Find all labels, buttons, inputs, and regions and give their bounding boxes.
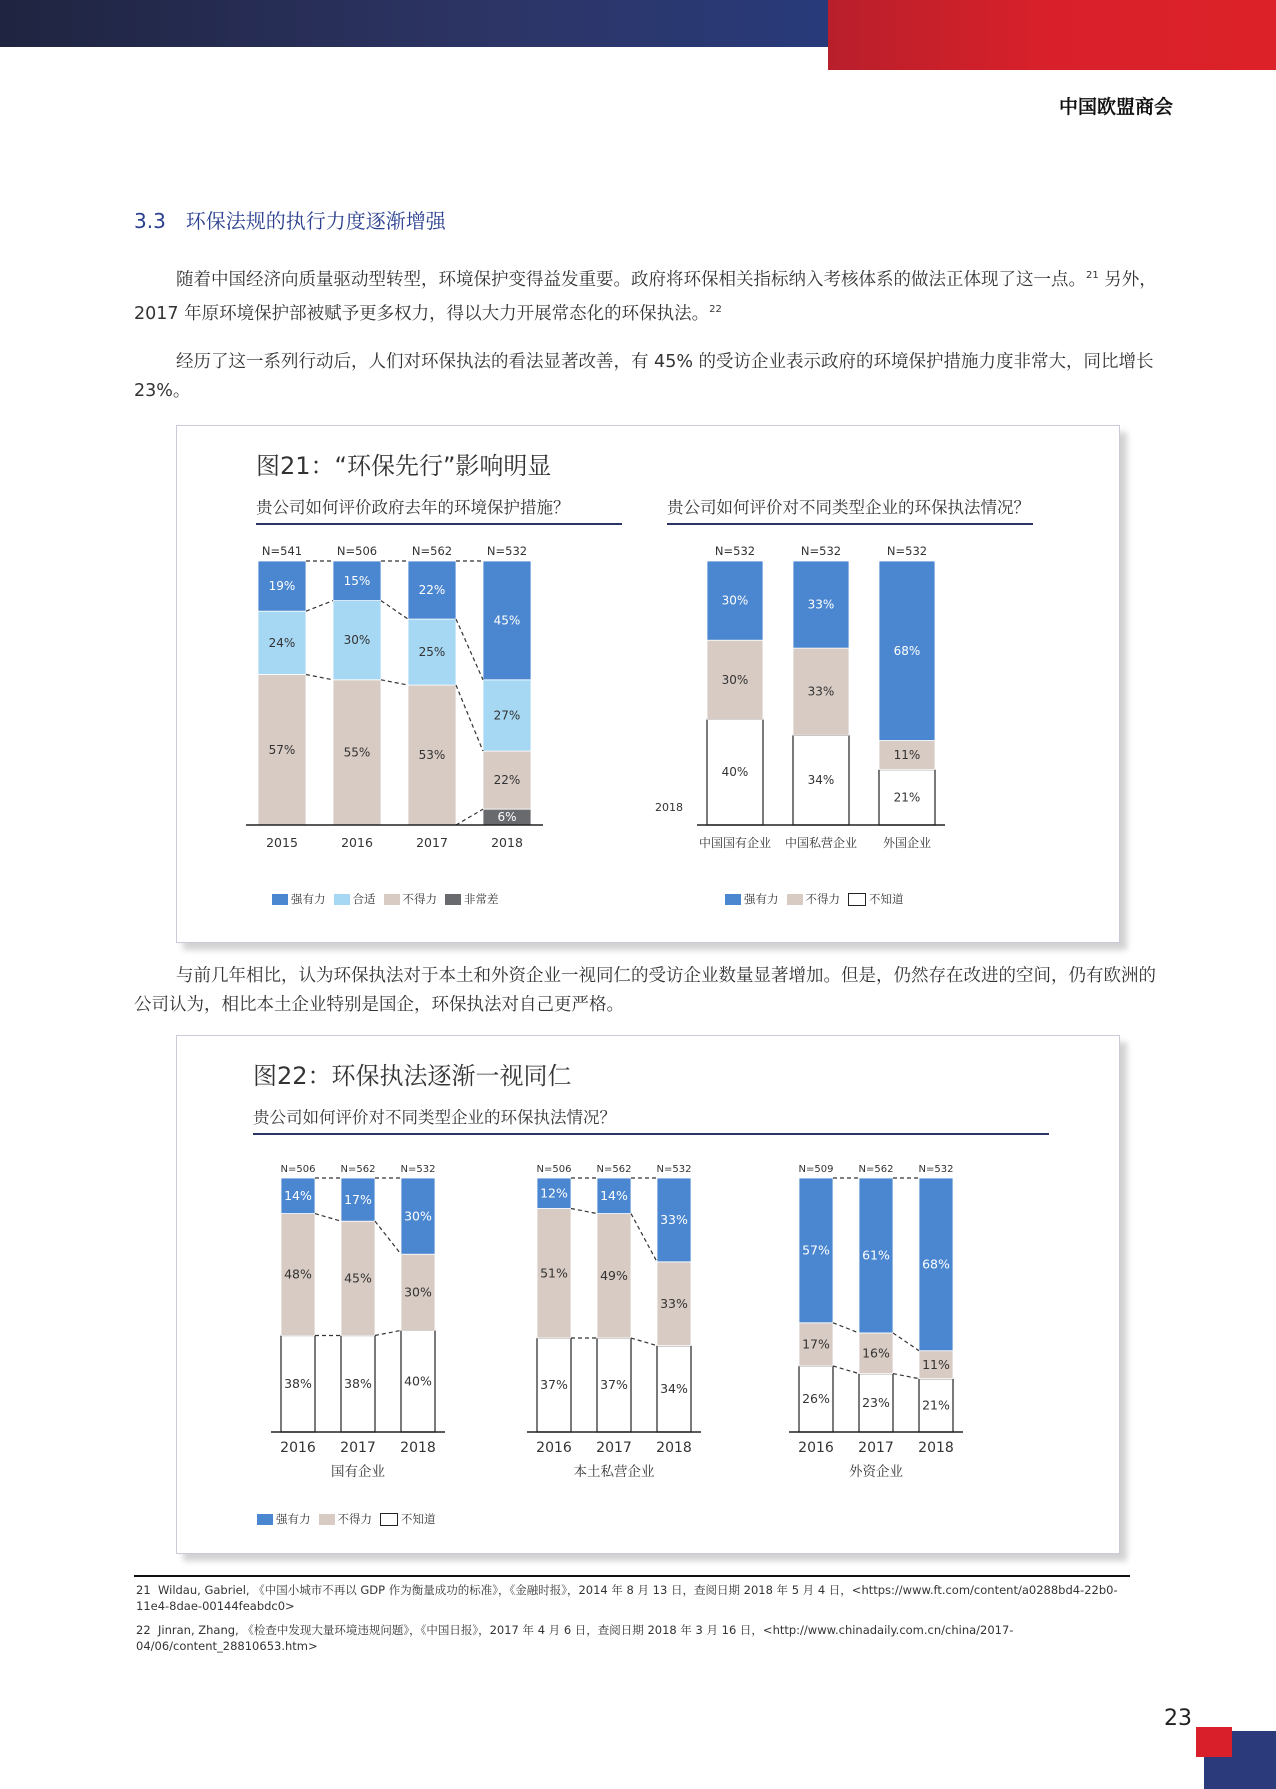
data-label-fig21-left: 57% <box>268 742 296 757</box>
legend-swatch <box>319 1514 335 1525</box>
legend-item-不知道 <box>380 1511 436 1527</box>
connector-fig22-soe <box>375 1221 401 1254</box>
data-label-fig22-foreign: 61% <box>862 1247 890 1263</box>
figure-21-right-subtitle: 贵公司如何评价对不同类型企业的环保执法情况？ <box>667 494 1033 525</box>
chart-fig22 <box>177 1036 1117 1536</box>
figure-22-subtitle: 贵公司如何评价对不同类型企业的环保执法情况？ <box>253 1104 1049 1135</box>
legend-swatch <box>384 894 400 905</box>
data-label-fig21-left: 53% <box>418 748 446 763</box>
connector-fig21-left <box>306 675 333 680</box>
data-label-fig22-private: 33% <box>660 1295 688 1311</box>
data-label-fig22-foreign: 23% <box>862 1394 890 1410</box>
category-label-fig22-foreign: 2017 <box>858 1440 894 1456</box>
year-label-2018: 2018 <box>655 801 683 814</box>
legend-swatch <box>334 894 350 905</box>
data-label-fig21-right: 30% <box>721 672 749 687</box>
figure-22-title: 图22：环保执法逐渐一视同仁 <box>253 1062 572 1090</box>
paragraph-1-text-a: 随着中国经济向质量驱动型转型，环境保护变得益发重要。政府将环保相关指标纳入考核体系的做法正体现了这一点。 <box>176 269 1086 290</box>
figure-21-left-subtitle: 贵公司如何评价政府去年的环境保护措施？ <box>256 494 622 525</box>
data-label-fig21-left: 22% <box>418 583 446 598</box>
data-label-fig21-left: 22% <box>493 773 521 788</box>
category-label-fig21-left: 2017 <box>416 835 448 850</box>
data-label-fig22-private: 34% <box>660 1380 688 1396</box>
n-label-fig22-foreign: N=532 <box>918 1164 954 1175</box>
category-label-fig21-right: 中国国有企业 <box>698 836 772 850</box>
data-label-fig22-foreign: 26% <box>802 1391 830 1407</box>
chart-fig21-left <box>177 426 647 896</box>
category-label-fig22-soe: 2018 <box>400 1440 436 1456</box>
data-label-fig21-left: 6% <box>497 810 517 825</box>
legend-label: 不知道 <box>401 1512 436 1526</box>
data-label-fig21-right: 33% <box>807 597 835 612</box>
n-label-fig22-soe: N=532 <box>400 1164 436 1175</box>
group-label-fig22-soe: 国有企业 <box>331 1464 385 1480</box>
n-label-fig21-left: N=562 <box>411 544 453 558</box>
data-label-fig22-foreign: 68% <box>922 1256 950 1272</box>
legend-swatch <box>272 894 288 905</box>
section-title: 3.3 环保法规的执行力度逐渐增强 <box>134 209 446 233</box>
connector-fig21-left <box>381 680 408 685</box>
data-label-fig21-right: 40% <box>721 765 749 780</box>
n-label-fig21-left: N=541 <box>261 544 303 558</box>
connector-fig22-foreign <box>893 1333 919 1351</box>
category-label-fig22-soe: 2016 <box>280 1440 316 1456</box>
data-label-fig22-soe: 45% <box>344 1270 372 1286</box>
paragraph-1-text-b: 另外，2017 年原环境保护部被赋予更多权力，得以大力开展常态化的环保执法。 <box>134 269 1157 324</box>
n-label-fig21-right: N=532 <box>800 544 842 558</box>
figure-21-title: 图21：“环保先行”影响明显 <box>256 452 552 480</box>
footnote-21-text: Wildau, Gabriel, 《中国小城市不再以 GDP 作为衡量成功的标准》，《金融时报》，2014 年 8 月 13 日，查阅日期 2018 年 5 月 4 日，<https://www.ft.com/content/a0288bd4-22b0-11e4-8dae-00144feabdc0> <box>136 1583 1118 1613</box>
n-label-fig22-soe: N=506 <box>280 1164 316 1175</box>
figure-22 <box>176 1035 1120 1554</box>
data-label-fig22-soe: 38% <box>344 1375 372 1391</box>
legend-item-强有力 <box>257 1511 311 1527</box>
legend-label: 不得力 <box>805 892 840 906</box>
connector-fig22-soe <box>315 1214 341 1222</box>
header-band-navy <box>0 0 828 47</box>
legend-swatch <box>725 894 741 905</box>
data-label-fig22-private: 51% <box>540 1265 568 1281</box>
data-label-fig21-right: 34% <box>807 773 835 788</box>
n-label-fig21-left: N=506 <box>336 544 378 558</box>
paragraph-3: 与前几年相比，认为环保执法对于本土和外资企业一视同仁的受访企业数量显著增加。但是，仍然存在改进的空间，仍有欧洲的公司认为，相比本土企业特别是国企，环保执法对自己更严格。 <box>134 966 1156 1015</box>
connector-fig21-left <box>456 685 483 751</box>
category-label-fig21-left: 2016 <box>341 835 373 850</box>
data-label-fig21-left: 15% <box>343 573 371 588</box>
footer-corner-red <box>1196 1727 1232 1757</box>
legend-label: 不知道 <box>869 892 904 906</box>
legend-label: 非常差 <box>464 892 499 906</box>
n-label-fig22-foreign: N=509 <box>798 1164 834 1175</box>
legend-label: 不得力 <box>402 892 437 906</box>
data-label-fig22-foreign: 21% <box>922 1397 950 1413</box>
n-label-fig22-soe: N=562 <box>340 1164 376 1175</box>
category-label-fig22-soe: 2017 <box>340 1440 376 1456</box>
connector-fig21-left <box>456 809 483 825</box>
page-number: 23 <box>1164 1706 1192 1731</box>
header-band-red <box>828 0 1276 70</box>
connector-fig22-soe <box>375 1330 401 1335</box>
data-label-fig22-soe: 40% <box>404 1373 432 1389</box>
data-label-fig22-soe: 14% <box>284 1187 312 1203</box>
footnote-21 <box>136 1582 1132 1614</box>
footnote-22-text: Jinran, Zhang, 《检查中发现大量环境违规问题》，《中国日报》，2017 年 4 月 6 日，查阅日期 2018 年 3 月 16 日，<http://www.chinadaily.com.cn/china/2017-04/06/content_28810653.htm> <box>136 1623 1014 1653</box>
data-label-fig21-left: 55% <box>343 745 371 760</box>
legend-swatch <box>848 893 866 906</box>
n-label-fig21-right: N=532 <box>714 544 756 558</box>
n-label-fig22-foreign: N=562 <box>858 1164 894 1175</box>
category-label-fig22-private: 2017 <box>596 1440 632 1456</box>
data-label-fig22-soe: 48% <box>284 1266 312 1282</box>
data-label-fig21-right: 21% <box>893 790 921 805</box>
n-label-fig22-private: N=532 <box>656 1164 692 1175</box>
legend-label: 强有力 <box>744 892 779 906</box>
data-label-fig21-right: 30% <box>721 593 749 608</box>
data-label-fig21-left: 45% <box>493 613 521 628</box>
data-label-fig22-soe: 38% <box>284 1375 312 1391</box>
data-label-fig22-soe: 17% <box>344 1191 372 1207</box>
footnote-rule <box>134 1575 1130 1577</box>
data-label-fig22-soe: 30% <box>404 1208 432 1224</box>
legend-item-强有力 <box>272 891 326 907</box>
legend-item-强有力 <box>725 891 779 907</box>
data-label-fig22-private: 33% <box>660 1212 688 1228</box>
connector-fig21-left <box>381 601 408 619</box>
connector-fig22-private <box>631 1214 657 1262</box>
legend-label: 不得力 <box>337 1512 372 1526</box>
category-label-fig21-right: 外国企业 <box>882 836 932 850</box>
data-label-fig21-right: 11% <box>893 748 921 763</box>
connector-fig22-private <box>571 1208 597 1213</box>
data-label-fig22-foreign: 17% <box>802 1336 830 1352</box>
data-label-fig22-foreign: 57% <box>802 1242 830 1258</box>
connector-fig22-foreign <box>893 1374 919 1379</box>
n-label-fig21-right: N=532 <box>886 544 928 558</box>
legend-swatch <box>380 1513 398 1526</box>
legend-label: 强有力 <box>291 892 326 906</box>
data-label-fig21-left: 19% <box>268 579 296 594</box>
footnote-21-number: 21 <box>136 1583 151 1597</box>
figure-21-left-legend <box>272 891 499 907</box>
legend-swatch <box>787 894 803 905</box>
data-label-fig21-left: 24% <box>268 635 296 650</box>
paragraph-1 <box>134 261 1160 329</box>
legend-item-合适 <box>334 891 376 907</box>
category-label-fig22-private: 2016 <box>536 1440 572 1456</box>
footnote-22 <box>136 1622 1132 1654</box>
n-label-fig21-left: N=532 <box>486 544 528 558</box>
data-label-fig21-left: 27% <box>493 708 521 723</box>
n-label-fig22-private: N=562 <box>596 1164 632 1175</box>
category-label-fig22-private: 2018 <box>656 1440 692 1456</box>
legend-item-不得力 <box>384 891 438 907</box>
category-label-fig21-right: 中国私营企业 <box>784 836 858 850</box>
data-label-fig21-left: 30% <box>343 633 371 648</box>
group-label-fig22-private: 本土私营企业 <box>573 1464 655 1480</box>
legend-item-不得力 <box>787 891 841 907</box>
data-label-fig22-private: 49% <box>600 1267 628 1283</box>
figure-21 <box>176 425 1120 943</box>
data-label-fig22-foreign: 16% <box>862 1345 890 1361</box>
footnote-ref-22[interactable]: 22 <box>709 303 722 315</box>
figure-22-legend <box>257 1511 436 1527</box>
connector-fig22-foreign <box>833 1323 859 1333</box>
category-label-fig21-left: 2015 <box>266 835 298 850</box>
data-label-fig22-private: 12% <box>540 1185 568 1201</box>
legend-swatch <box>445 894 461 905</box>
connector-fig22-private <box>631 1338 657 1346</box>
footnote-22-number: 22 <box>136 1623 151 1637</box>
data-label-fig22-private: 37% <box>540 1377 568 1393</box>
footnote-ref-21[interactable]: 21 <box>1086 270 1099 281</box>
data-label-fig22-foreign: 11% <box>922 1356 950 1372</box>
chart-fig21-right <box>637 426 1117 896</box>
data-label-fig21-right: 68% <box>893 643 921 658</box>
legend-item-不知道 <box>848 891 904 907</box>
organization-name: 中国欧盟商会 <box>1058 96 1173 118</box>
legend-item-不得力 <box>319 1511 373 1527</box>
n-label-fig22-private: N=506 <box>536 1164 572 1175</box>
data-label-fig22-private: 14% <box>600 1187 628 1203</box>
data-label-fig21-left: 25% <box>418 645 446 660</box>
connector-fig21-left <box>456 619 483 680</box>
legend-swatch <box>257 1514 273 1525</box>
connector-fig22-foreign <box>833 1366 859 1374</box>
group-label-fig22-foreign: 外资企业 <box>849 1464 903 1480</box>
legend-label: 强有力 <box>276 1512 311 1526</box>
connector-fig21-left <box>306 601 333 612</box>
paragraph-2: 经历了这一系列行动后，人们对环保执法的看法显著改善，有 45% 的受访企业表示政府的环境保护措施力度非常大，同比增长 23%。 <box>134 352 1154 401</box>
data-label-fig22-private: 37% <box>600 1377 628 1393</box>
figure-21-right-legend <box>725 891 904 907</box>
category-label-fig21-left: 2018 <box>491 835 523 850</box>
legend-label: 合适 <box>352 892 376 906</box>
category-label-fig22-foreign: 2018 <box>918 1440 954 1456</box>
data-label-fig22-soe: 30% <box>404 1284 432 1300</box>
legend-item-非常差 <box>445 891 499 907</box>
category-label-fig22-foreign: 2016 <box>798 1440 834 1456</box>
data-label-fig21-right: 33% <box>807 684 835 699</box>
